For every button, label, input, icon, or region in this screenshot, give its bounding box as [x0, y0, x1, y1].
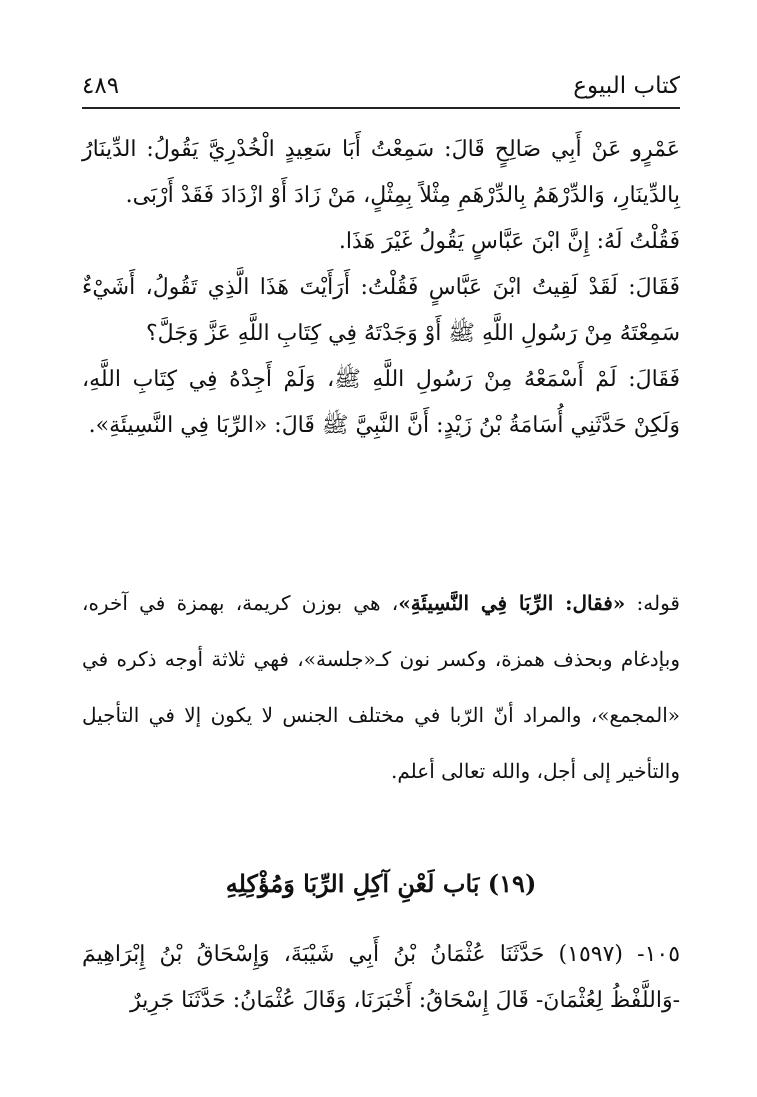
- chapter-title: (١٩) بَاب لَعْنِ آكِلِ الرِّبَا وَمُؤْكِلِهِ: [225, 869, 537, 898]
- commentary: [82, 575, 680, 799]
- hadith-paragraph-2: فَقُلْتُ لَهُ: إِنَّ ابْنَ عَبَّاسٍ يَقُولُ غَيْرَ هَذَا.: [338, 229, 680, 254]
- commentary-quote: «فقال: الرِّبَا فِي النَّسِيئَةِ»: [398, 591, 626, 615]
- hadith-text: [82, 127, 680, 449]
- commentary-lead: قوله:: [625, 591, 680, 615]
- commentary-rest: ، هي بوزن كريمة، بهمزة في آخره، وبإدغام وبحذف همزة، وكسر نون كـ«جلسة»، فهي ثلاثة أوجه ذكره في «المجمع»، والمراد أنّ الرّبا في مختلف الجنس لا يكون إلا في التأجيل والتأخير إلى أجل، والله تعالى أعلم.: [82, 591, 680, 783]
- header-divider: [82, 107, 680, 109]
- book-title: كتاب البيوع: [573, 72, 680, 99]
- next-hadith: [82, 932, 680, 1024]
- page-header: [82, 68, 680, 104]
- page-number: ٤٨٩: [82, 72, 120, 99]
- hadith-paragraph-4: فَقَالَ: لَمْ أَسْمَعْهُ مِنْ رَسُولِ اللَّهِ ﷺ، وَلَمْ أَجِدْهُ فِي كِتَابِ اللَّهِ، وَلَكِنْ حَدَّثَنِي أُسَامَةُ بْنُ زَيْدٍ: أَنَّ النَّبِيَّ ﷺ قَالَ: «الرِّبَا فِي النَّسِيئَةِ».: [82, 367, 680, 438]
- next-hadith-text: ١٠٥- (١٥٩٧) حَدَّثَنَا عُثْمَانُ بْنُ أَبِي شَيْبَةَ، وَإِسْحَاقُ بْنُ إِبْرَاهِيمَ -وَاللَّفْظُ لِعُثْمَانَ- قَالَ إِسْحَاقُ: أَخْبَرَنَا، وَقَالَ عُثْمَانُ: حَدَّثَنَا جَرِيرٌ: [82, 942, 681, 1013]
- hadith-paragraph-3: فَقَالَ: لَقَدْ لَقِيتُ ابْنَ عَبَّاسٍ فَقُلْتُ: أَرَأَيْتَ هَذَا الَّذِي تَقُولُ، أَشَيْءٌ سَمِعْتَهُ مِنْ رَسُولِ اللَّهِ ﷺ أَوْ وَجَدْتَهُ فِي كِتَابِ اللَّهِ عَزَّ وَجَلَّ؟: [82, 275, 680, 346]
- hadith-paragraph-1: عَمْرٍو عَنْ أَبِي صَالِحٍ قَالَ: سَمِعْتُ أَبَا سَعِيدٍ الْخُدْرِيَّ يَقُولُ: الدِّينَارُ بِالدِّينَارِ، وَالدِّرْهَمُ بِالدِّرْهَمِ مِثْلاً بِمِثْلٍ، مَنْ زَادَ أَوْ ازْدَادَ فَقَدْ أَرْبَى.: [82, 137, 680, 208]
- commentary-paragraph: [82, 575, 680, 799]
